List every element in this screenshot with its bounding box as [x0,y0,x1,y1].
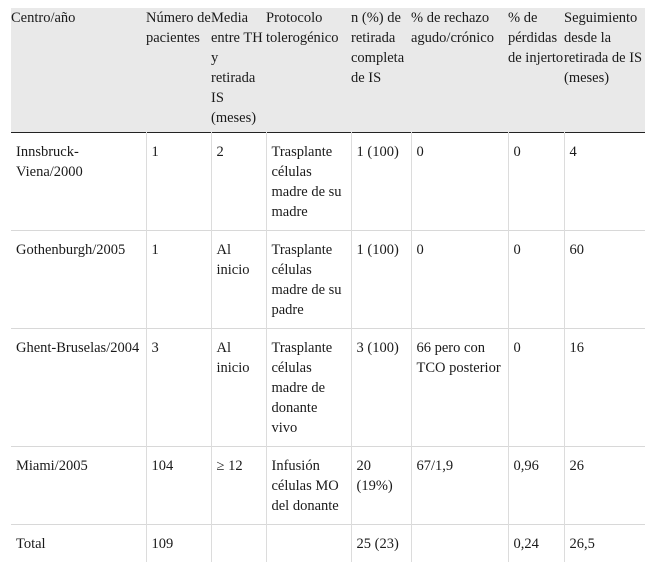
cell-rechazo [411,525,508,563]
cell-media: 2 [211,133,266,231]
header-numero-pacientes: Número de pacientes [146,8,211,133]
cell-media [211,525,266,563]
table-row [11,447,645,525]
header-perdidas-injerto: % de pérdidas de injerto [508,8,564,133]
cell-protocolo: Trasplante células madre de su padre [266,231,351,329]
cell-centro: Total [16,536,46,552]
cell-seguimiento: 26 [564,447,645,525]
cell-pacientes: 1 [146,231,211,329]
header-centro: Centro/año [11,8,146,133]
table-row [11,133,645,231]
header-rechazo: % de rechazo agudo/crónico [411,8,508,133]
cell-media: Al inicio [211,231,266,329]
cell-rechazo: 0 [411,133,508,231]
header-seguimiento: Seguimiento desde la retirada de IS (meses) [564,8,645,133]
cell-protocolo [266,525,351,563]
cell-pacientes: 109 [146,525,211,563]
cell-perdidas: 0,24 [508,525,564,563]
header-media-retirada: Media entre TH y retirada IS (meses) [211,8,266,133]
cell-centro: Ghent-Bruselas/2004 [16,340,140,356]
cell-retirada: 25 (23) [351,525,411,563]
cell-centro: Miami/2005 [16,458,88,474]
cell-pacientes: 104 [146,447,211,525]
table-header-row [11,8,645,133]
header-retirada-completa: n (%) de retirada completa de IS [351,8,411,133]
cell-rechazo: 67/1,9 [411,447,508,525]
cell-seguimiento: 60 [564,231,645,329]
cell-perdidas: 0 [508,133,564,231]
cell-seguimiento: 16 [564,329,645,447]
cell-media: Al inicio [211,329,266,447]
cell-centro: Gothenburgh/2005 [16,242,126,258]
cell-perdidas: 0 [508,231,564,329]
table-container [11,8,645,562]
data-table [11,8,645,562]
header-protocolo: Protocolo tolerogénico [266,8,351,133]
cell-retirada: 20 (19%) [351,447,411,525]
table-row [11,231,645,329]
cell-perdidas: 0 [508,329,564,447]
cell-perdidas: 0,96 [508,447,564,525]
cell-protocolo: Trasplante células madre de su madre [266,133,351,231]
cell-retirada: 1 (100) [351,133,411,231]
cell-rechazo: 0 [411,231,508,329]
cell-retirada: 3 (100) [351,329,411,447]
cell-pacientes: 3 [146,329,211,447]
cell-protocolo: Infusión células MO del donante [266,447,351,525]
cell-pacientes: 1 [146,133,211,231]
cell-protocolo: Trasplante células madre de donante vivo [266,329,351,447]
cell-media: ≥ 12 [211,447,266,525]
cell-seguimiento: 26,5 [564,525,645,563]
cell-retirada: 1 (100) [351,231,411,329]
cell-centro: Innsbruck-Viena/2000 [16,144,83,180]
cell-rechazo: 66 pero con TCO posterior [411,329,508,447]
table-row-total [11,525,645,563]
cell-seguimiento: 4 [564,133,645,231]
table-row [11,329,645,447]
